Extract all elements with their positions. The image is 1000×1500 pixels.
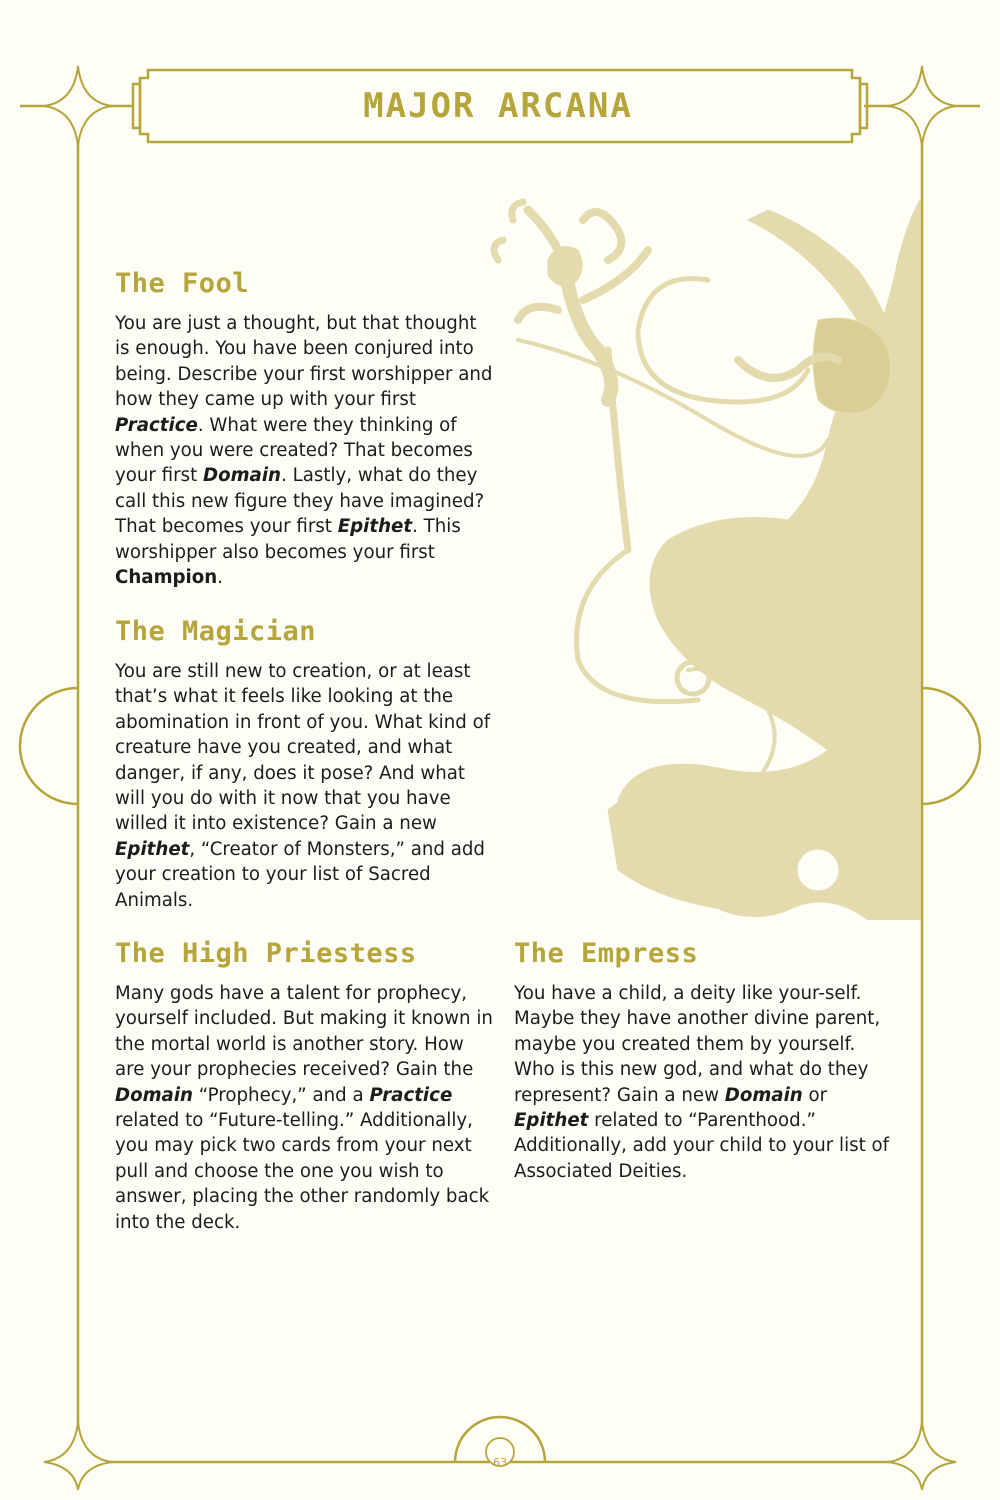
section-heading: The Empress [514, 938, 699, 969]
term-epithet: Epithet [514, 1110, 589, 1132]
section-the-magician [115, 616, 495, 913]
section-body: Many gods have a talent for prophecy, yourself included. But making it known in the mortal world is another story. How are your prophecies received? Gain the Domain “Prophecy,” and a Practice related to “Future-telling.” Additionally, you may pick two cards from your next pull and choose the one you wish to answer, placing the other randomly back into the deck. [115, 983, 493, 1233]
term-domain: Domain [203, 465, 281, 487]
term-domain: Domain [724, 1084, 803, 1106]
term-practice: Practice [115, 414, 198, 436]
section-body: You are just a thought, but that thought is enough. You have been conjured into being. Describe your first worshipper and how they came up with your first Practice. What were they thinking of when you were created? That becomes your first Domain. Lastly, what do they call this new figure they have imagined? That becomes your first Epithet. This worshipper also becomes your first Champion. [115, 313, 493, 589]
term-epithet: Epithet [115, 838, 190, 860]
jester-wizard-illustration-icon [488, 190, 928, 920]
section-body: You have a child, a deity like your-self. Maybe they have another divine parent, maybe you created them by yourself. Who is this new god, and what do they represent? Gain a new Domain or Epithet related to “Parenthood.” Additionally, add your child to your list of Associated Deities. [514, 983, 890, 1182]
section-heading: The Magician [115, 616, 317, 647]
page-number: 63 [493, 1456, 507, 1469]
term-domain: Domain [115, 1084, 193, 1106]
section-body: You are still new to creation, or at least that’s what it feels like looking at the abomination in front of you. What kind of creature have you created, and what danger, if any, does it pose? And what will you do with it now that you have willed it into existence? Gain a new Epithet, “Creator of Monsters,” and add your creation to your list of Sacred Animals. [115, 661, 491, 911]
term-champion: Champion [115, 567, 218, 589]
star-ornament-top-left [44, 66, 112, 146]
term-epithet: Epithet [337, 516, 413, 538]
star-ornament-bottom-left [44, 1422, 112, 1490]
section-the-high-priestess [115, 938, 495, 1235]
term-practice: Practice [369, 1084, 453, 1106]
page-title: MAJOR ARCANA [363, 86, 633, 126]
section-heading: The Fool [115, 268, 250, 299]
section-the-fool [115, 268, 495, 590]
star-ornament-top-right [888, 66, 956, 146]
section-heading: The High Priestess [115, 938, 417, 969]
star-ornament-bottom-right [888, 1422, 956, 1490]
section-the-empress [514, 938, 896, 1184]
